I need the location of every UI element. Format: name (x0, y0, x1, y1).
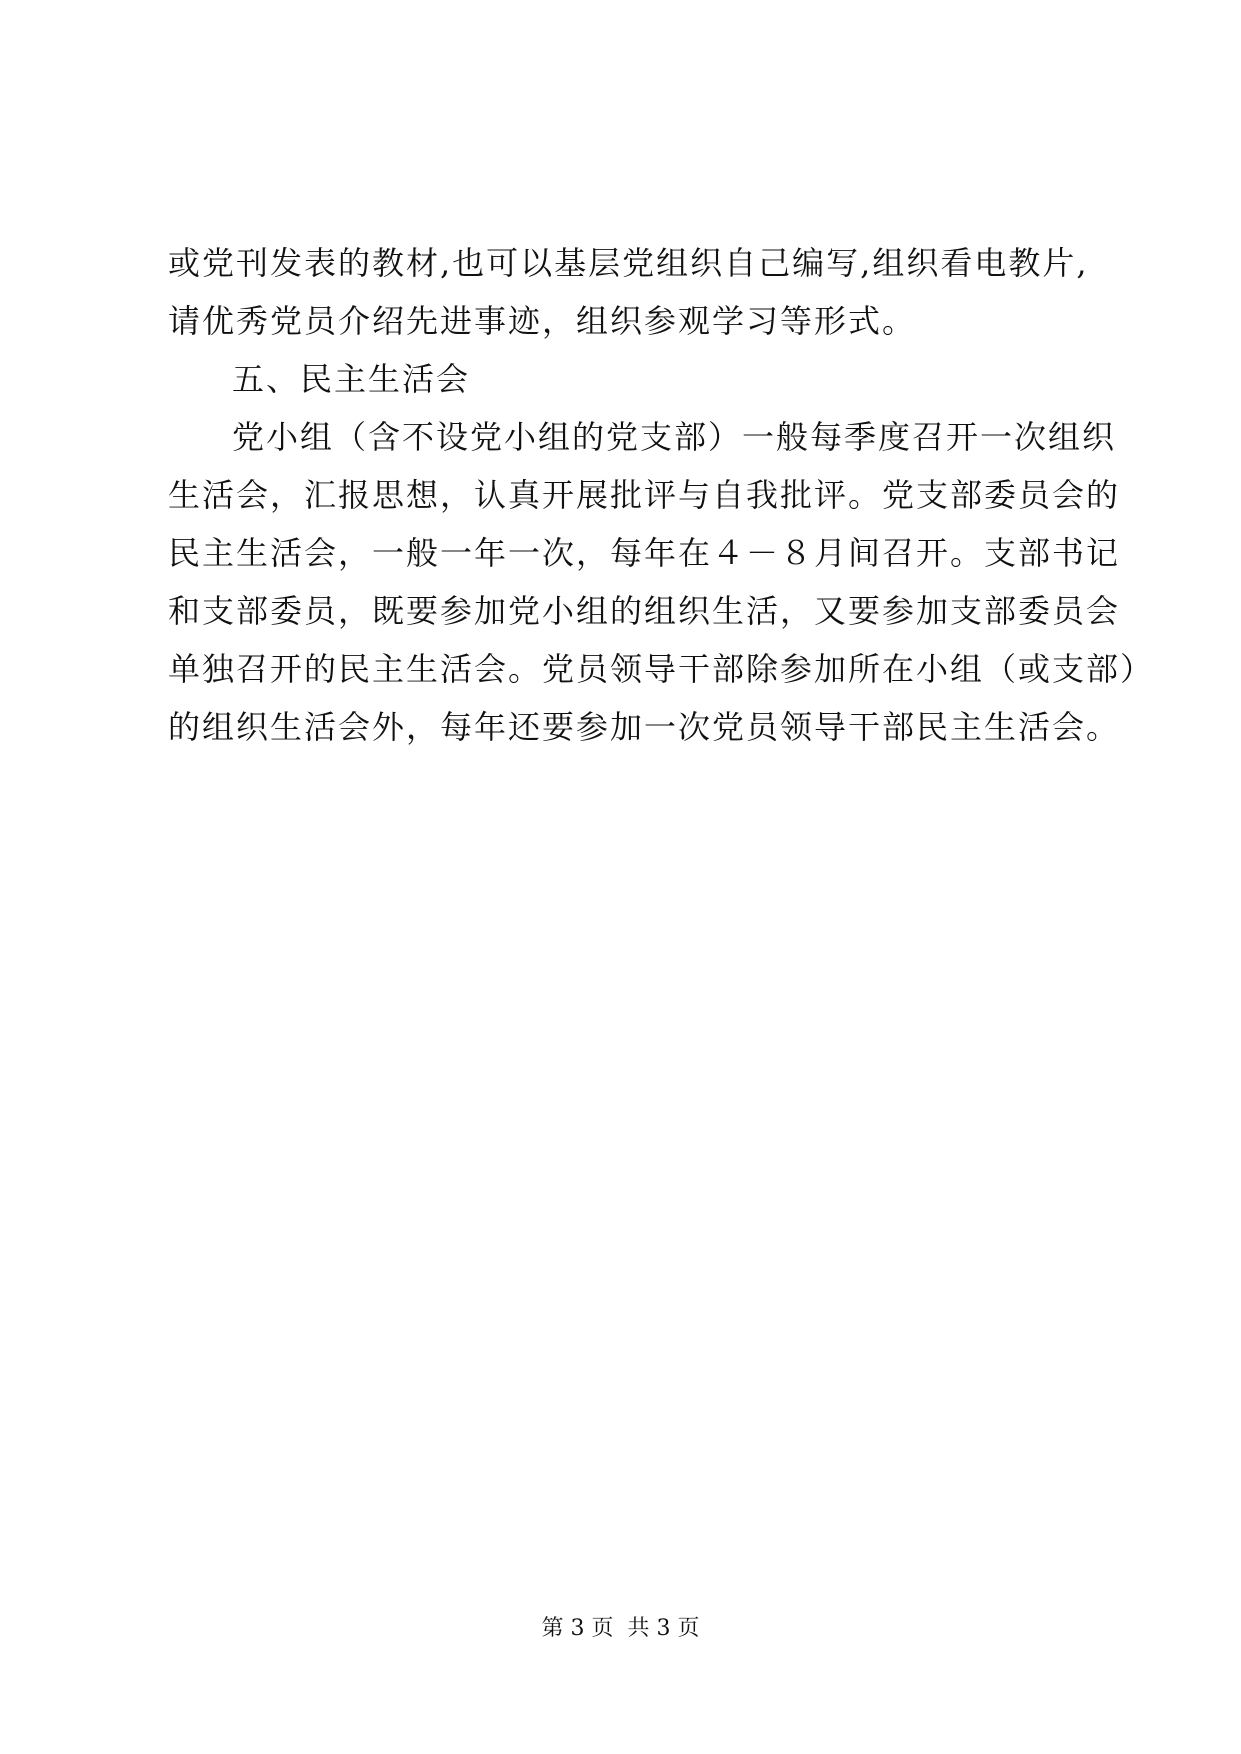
paragraph-line: 生活会，汇报思想，认真开展批评与自我批评。党支部委员会的 (168, 476, 1121, 514)
paragraph-line: 单独召开的民主生活会。党员领导干部除参加所在小组（或支部） (168, 650, 1155, 688)
paragraph-line: 民主生活会，一般一年一次，每年在４－８月间召开。支部书记 (168, 534, 1121, 572)
page-number-footer: 第 3 页 共 3 页 (541, 1616, 700, 1641)
section-heading: 五、民主生活会 (232, 360, 471, 398)
paragraph-line: 党小组（含不设党小组的党支部）一般每季度召开一次组织 (232, 418, 1117, 456)
paragraph-line: 和支部委员，既要参加党小组的组织生活，又要参加支部委员会 (168, 592, 1121, 630)
paragraph-line: 的组织生活会外，每年还要参加一次党员领导干部民主生活会。 (168, 708, 1121, 746)
document-body (168, 234, 1155, 756)
paragraph-line: 或党刊发表的教材,也可以基层党组织自己编写,组织看电教片, (168, 244, 1089, 282)
paragraph-line: 请优秀党员介绍先进事迹，组织参观学习等形式。 (168, 302, 917, 340)
